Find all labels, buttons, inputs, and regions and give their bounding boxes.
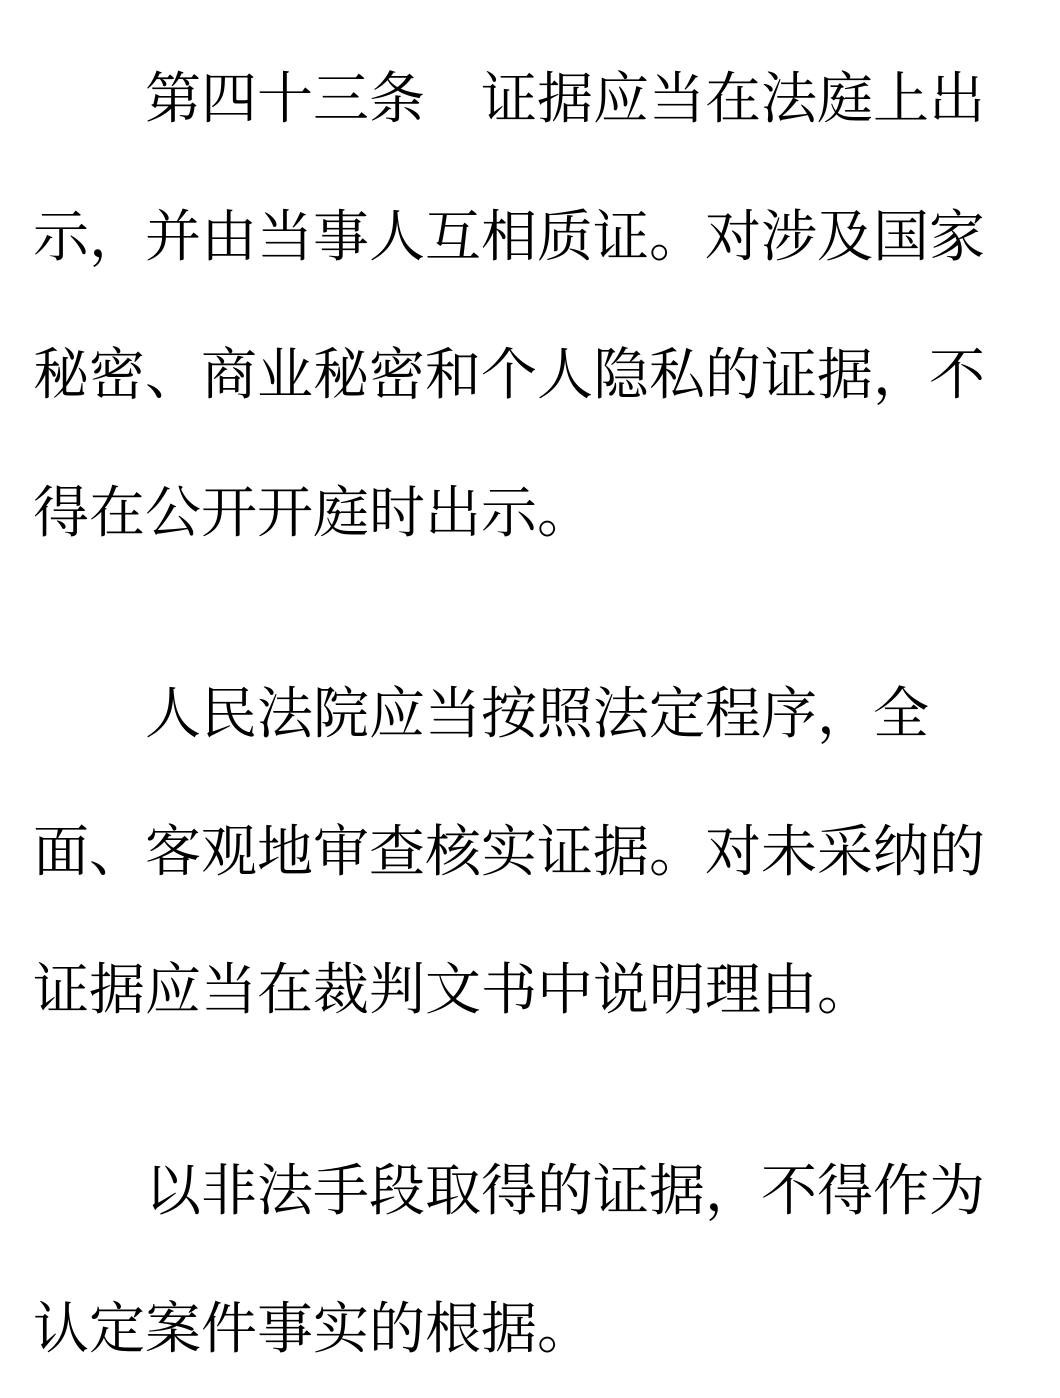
paragraph-article-43-clause-3: 以非法手段取得的证据，不得作为认定案件事实的根据。 [33, 1159, 985, 1360]
paragraph-article-43-clause-1: 第四十三条 证据应当在法庭上出示，并由当事人互相质证。对涉及国家秘密、商业秘密和个人隐私的证据，不得在公开开庭时出示。 [33, 67, 985, 544]
paragraph-article-43-clause-2: 人民法院应当按照法定程序，全面、客观地审查核实证据。对未采纳的证据应当在裁判文书中说明理由。 [33, 682, 985, 1021]
